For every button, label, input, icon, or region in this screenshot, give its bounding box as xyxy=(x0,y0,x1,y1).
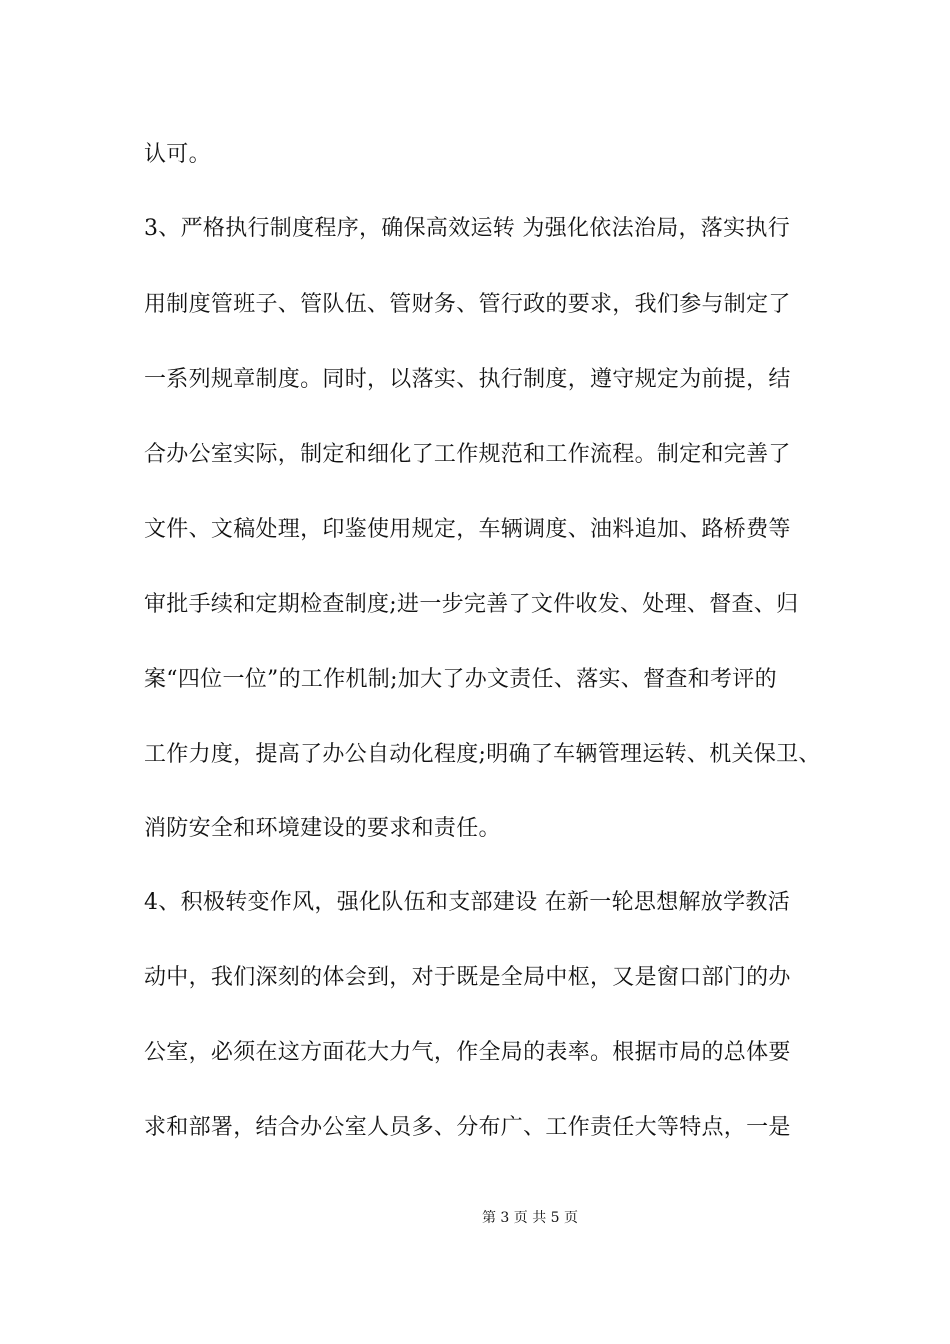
paragraph-line: 动中，我们深刻的体会到，对于既是全局中枢，又是窗口部门的办 xyxy=(144,965,791,990)
paragraph-line: 公室，必须在这方面花大力气，作全局的表率。根据市局的总体要 xyxy=(144,1040,791,1065)
paragraph-line: 用制度管班子、管队伍、管财务、管行政的要求，我们参与制定了 xyxy=(144,292,791,317)
page-footer: 第 3 页 共 5 页 xyxy=(481,1210,579,1226)
paragraph-line: 4、积极转变作风，强化队伍和支部建设 在新一轮思想解放学教活 xyxy=(144,890,790,915)
paragraph-line: 文件、文稿处理，印鉴使用规定，车辆调度、油料追加、路桥费等 xyxy=(144,517,791,542)
paragraph-line: 一系列规章制度。同时，以落实、执行制度，遵守规定为前提，结 xyxy=(144,367,791,392)
paragraph-line: 3、严格执行制度程序，确保高效运转 为强化依法治局，落实执行 xyxy=(144,216,790,241)
paragraph-line: 案“四位一位”的工作机制;加大了办文责任、落实、督查和考评的 xyxy=(144,667,777,692)
paragraph-line: 工作力度，提高了办公自动化程度;明确了车辆管理运转、机关保卫、 xyxy=(144,742,821,767)
paragraph-line: 消防安全和环境建设的要求和责任。 xyxy=(144,816,501,841)
paragraph-line: 求和部署，结合办公室人员多、分布广、工作责任大等特点，一是 xyxy=(144,1115,791,1140)
paragraph-line: 认可。 xyxy=(144,142,211,167)
paragraph-line: 合办公室实际，制定和细化了工作规范和工作流程。制定和完善了 xyxy=(144,442,791,467)
paragraph-line: 审批手续和定期检查制度;进一步完善了文件收发、处理、督查、归 xyxy=(144,592,799,617)
